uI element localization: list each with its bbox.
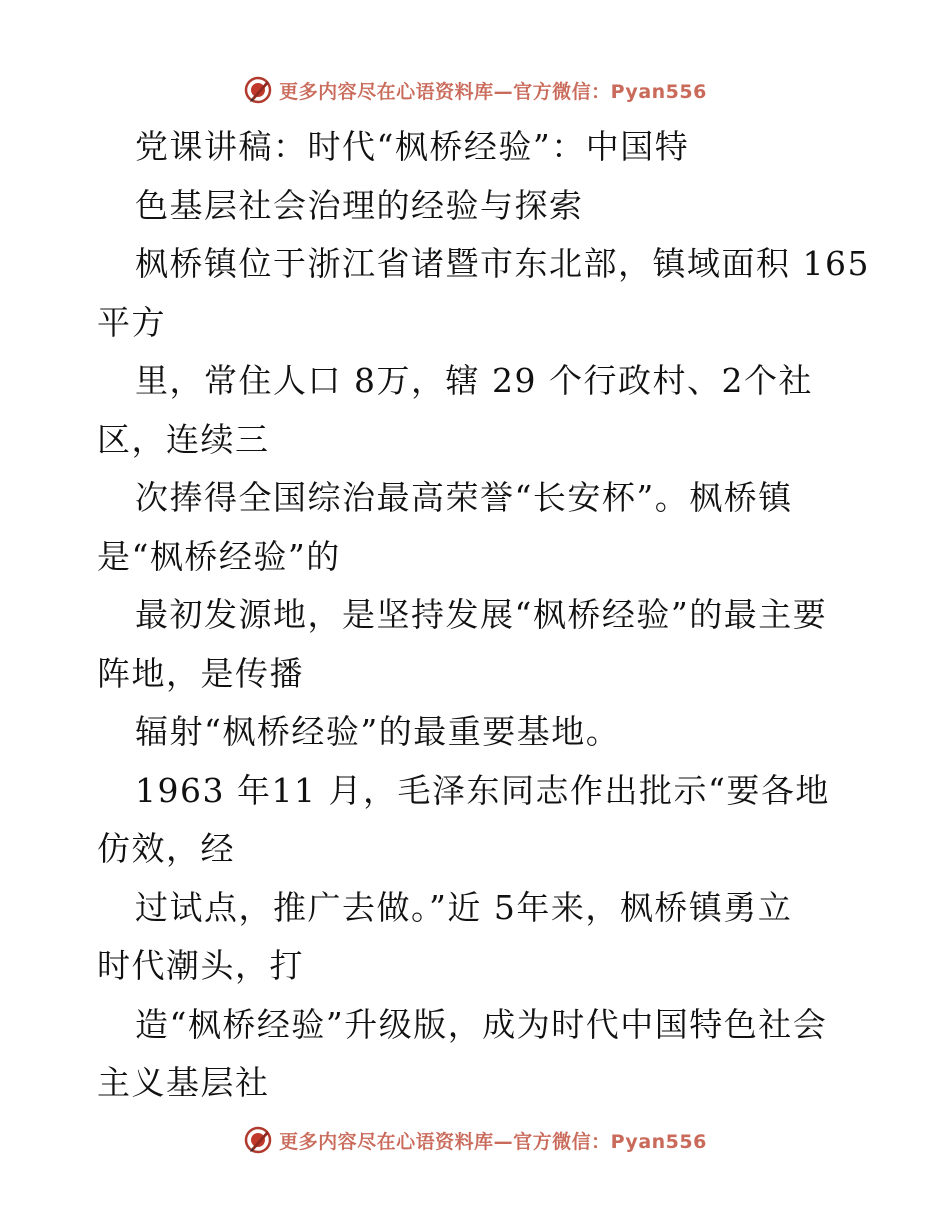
document-body xyxy=(97,118,870,1113)
paragraph-line: 枫桥镇位于浙江省诸暨市东北部，镇域面积 165 xyxy=(135,244,870,283)
footer-banner xyxy=(0,1120,950,1160)
paragraph-line: 是“枫桥经验”的 xyxy=(97,536,341,576)
paragraph-line: 仿效，经 xyxy=(97,829,235,868)
header-banner-text: 更多内容尽在心语资料库—官方微信：Pyan556 xyxy=(279,80,707,103)
paragraph-line: 造“枫桥经验”升级版，成为时代中国特色社会 xyxy=(135,1004,828,1044)
paragraph-line: 平方 xyxy=(97,302,166,342)
header-banner xyxy=(0,70,950,110)
paragraph-line: 主义基层社 xyxy=(97,1063,270,1102)
paragraph-line: 辐射“枫桥经验”的最重要基地。 xyxy=(135,712,621,751)
title-line-2: 色基层社会治理的经验与探索 xyxy=(135,185,584,225)
paragraph-line: 1963 年11 月，毛泽东同志作出批示“要各地 xyxy=(135,770,830,810)
paragraph-line: 阵地，是传播 xyxy=(97,653,304,693)
pen-seal-icon xyxy=(243,75,273,105)
footer-banner-text: 更多内容尽在心语资料库—官方微信：Pyan556 xyxy=(279,1130,707,1153)
pen-seal-icon xyxy=(243,1125,273,1155)
paragraph-line: 次捧得全国综治最高荣誉“长安杯”。枫桥镇 xyxy=(135,478,793,517)
paragraph-line: 区，连续三 xyxy=(97,419,270,459)
title-line-1: 党课讲稿：时代“枫桥经验”：中国特 xyxy=(135,127,690,166)
paragraph-line: 最初发源地，是坚持发展“枫桥经验”的最主要 xyxy=(135,595,828,634)
paragraph-line: 里，常住人口 8万，辖 29 个行政村、2个社 xyxy=(135,361,813,400)
paragraph-line: 过试点，推广去做。”近 5年来，枫桥镇勇立 xyxy=(135,887,793,927)
paragraph-line: 时代潮头，打 xyxy=(97,946,304,985)
